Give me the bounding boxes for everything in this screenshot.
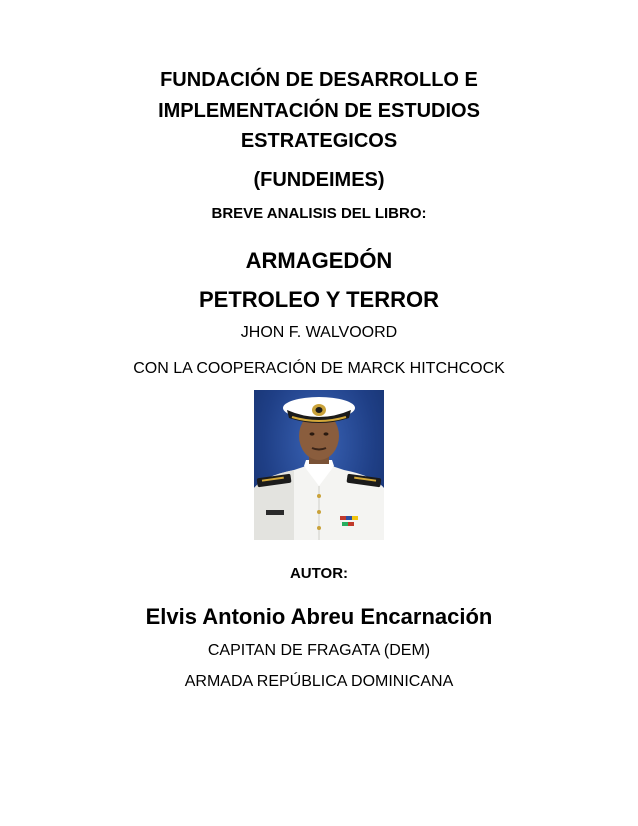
- intro-heading: BREVE ANALISIS DEL LIBRO:: [211, 205, 427, 222]
- org-name-line-1: FUNDACIÓN DE DESARROLLO E: [160, 69, 478, 91]
- org-acronym: (FUNDEIMES): [253, 169, 385, 191]
- author-name: Elvis Antonio Abreu Encarnación: [145, 604, 493, 629]
- author-institution: ARMADA REPÚBLICA DOMINICANA: [184, 673, 454, 690]
- org-name-line-3: ESTRATEGICOS: [240, 130, 398, 152]
- book-author: JHON F. WALVOORD: [240, 324, 398, 341]
- naval-officer-portrait-icon: [254, 390, 384, 540]
- book-cooperation: CON LA COOPERACIÓN DE MARCK HITCHCOCK: [133, 360, 505, 377]
- author-rank: CAPITAN DE FRAGATA (DEM): [207, 642, 431, 659]
- book-title: ARMAGEDÓN: [245, 248, 393, 273]
- author-label: AUTOR:: [289, 565, 349, 582]
- book-subtitle: PETROLEO Y TERROR: [198, 287, 439, 312]
- org-name-line-2: IMPLEMENTACIÓN DE ESTUDIOS: [158, 100, 480, 122]
- author-photo: [254, 390, 384, 540]
